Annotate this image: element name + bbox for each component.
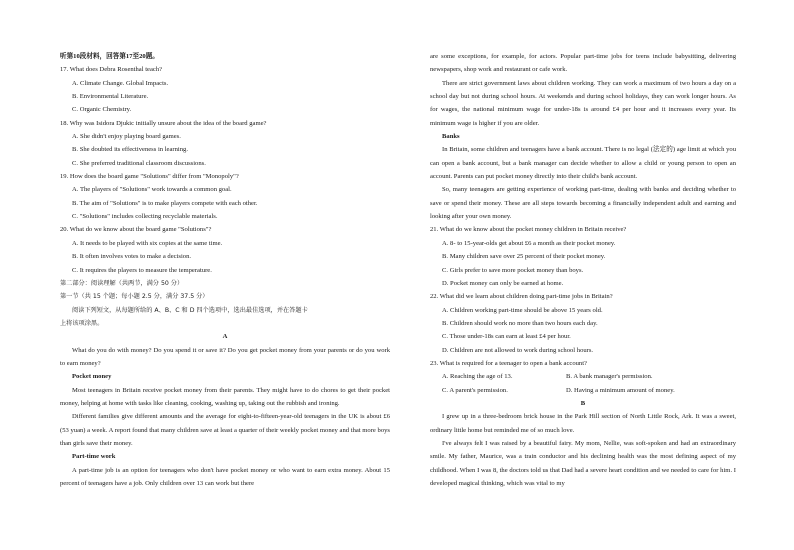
passage-a-label: A: [222, 333, 228, 341]
banks-para-1: In Britain, some children and teenagers have a bank account. There is no legal (法定的) age limit at which you can open a bank account, but a bank manager can decide whether to allow a child or young person to open an account. Parents can put pocket money directly into their child's bank account.: [430, 146, 736, 181]
q18-option-a: A. She didn't enjoy playing board games.: [72, 133, 181, 141]
question-21: 21. What do we know about the pocket money children in Britain receive?: [430, 226, 627, 234]
q21-option-a: A. 8- to 15-year-olds get about £6 a month as their pocket money.: [442, 239, 616, 247]
instructions-line-1: 阅读下列短文，从每题所给的 A、B、C 和 D 四个选项中，选出最佳选项，并在答题卡: [72, 306, 308, 314]
right-column: [430, 50, 736, 490]
question-17: 17. What does Debra Rosenthal teach?: [60, 66, 163, 74]
instructions-line-2: 上将该项涂黑。: [60, 319, 104, 327]
q20-option-a: A. It needs to be played with six copies at the same time.: [72, 239, 223, 247]
q23-options-row-2: [430, 384, 736, 397]
q23-option-c: C. A parent's permission.: [442, 386, 508, 394]
q21-option-d: D. Pocket money can only be earned at home.: [442, 279, 564, 287]
laws-paragraph: There are strict government laws about children working. They can work a maximum of two hours a day on a school day but not during school hours. At weekends and during school holidays, they can work longer hours. As for wages, the national minimum wage for under-18s is around £4 per hour and it increases every year. Its minimum wage is higher if you are older.: [430, 79, 736, 127]
pocket-money-para-2: Different families give different amounts and the average for eight-to-fifteen-year-old teenagers in the UK is about £6 (53 yuan) a week. A report found that many children save at least a quarter of their weekly pocket money and that more boys than girls save their money.: [60, 413, 390, 447]
q23-options-row-1: [430, 370, 736, 383]
pocket-money-heading: Pocket money: [72, 373, 112, 381]
passage-b-para-1: I grew up in a three-bedroom brick house in the Park Hill section of North Little Rock, Ark. It was a sweet, ordinary little home but reminded me of so much love.: [430, 413, 736, 434]
part-time-work-heading: Part-time work: [72, 453, 116, 461]
q17-option-b: B. Environmental Literature.: [72, 93, 149, 101]
banks-para-2: So, many teenagers are getting experience of working part-time, dealing with banks and deciding whether to save or spend their money. These are all steps towards becoming a financially independent adult and earning and looking after your own money.: [430, 186, 736, 221]
q22-option-a: A. Children working part-time should be above 15 years old.: [442, 306, 603, 314]
question-20: 20. What do we know about the board game "Solutions"?: [60, 226, 212, 234]
q22-option-c: C. Those under-18s can earn at least £4 per hour.: [442, 333, 571, 341]
q19-option-b: B. The aim of "Solutions" is to make players compete with each other.: [72, 199, 258, 207]
q21-option-b: B. Many children save over 25 percent of their pocket money.: [442, 253, 606, 261]
passage-a-intro: What do you do with money? Do you spend it or save it? Do you get pocket money from your parents or do you work to earn money?: [60, 346, 390, 367]
q18-option-b: B. She doubted its effectiveness in learning.: [72, 146, 188, 154]
q20-option-b: B. It often involves votes to make a decision.: [72, 253, 192, 261]
banks-heading: Banks: [442, 133, 460, 141]
part-two-heading: 第二部分：阅读理解（共两节，满分 50 分）: [60, 279, 184, 287]
q22-option-d: D. Children are not allowed to work during school hours.: [442, 346, 594, 354]
q19-option-a: A. The players of "Solutions" work towards a common goal.: [72, 186, 232, 194]
q23-option-b: B. A bank manager's permission.: [566, 373, 653, 381]
q20-option-c: C. It requires the players to measure the temperature.: [72, 266, 212, 274]
part-time-continuation: are some exceptions, for example, for actors. Popular part-time jobs for teens include babysitting, delivering newspapers, shop work and restaurant or cafe work.: [430, 53, 736, 74]
q18-option-c: C. She preferred traditional classroom discussions.: [72, 159, 206, 167]
left-column: [60, 50, 390, 490]
q22-option-b: B. Children should work no more than two hours each day.: [442, 319, 598, 327]
q17-option-a: A. Climate Change. Global Impacts.: [72, 79, 169, 87]
passage-b-label: B: [580, 399, 586, 407]
q23-option-d: D. Having a minimum amount of money.: [566, 386, 675, 394]
question-19: 19. How does the board game "Solutions" differ from "Monopoly"?: [60, 173, 239, 181]
q17-option-c: C. Organic Chemistry.: [72, 106, 132, 114]
question-23: 23. What is required for a teenager to open a bank account?: [430, 359, 587, 367]
q23-option-a: A. Reaching the age of 13.: [442, 373, 513, 381]
section-one-heading: 第一节（共 15 个题；每小题 2.5 分，满分 37.5 分）: [60, 293, 209, 301]
q19-option-c: C. "Solutions" includes collecting recyclable materials.: [72, 213, 218, 221]
part-time-work-para: A part-time job is an option for teenagers who don't have pocket money or who want to earn extra money. About 15 percent of teenagers have a job. Only children over 13 can work but there: [60, 466, 390, 487]
q21-option-c: C. Girls prefer to save more pocket money than boys.: [442, 266, 584, 274]
passage-b-para-2: I've always felt I was raised by a beautiful fairy. My mom, Nellie, was soft-spoken and had an extraordinary smile. My father, Maurice, was a train conductor and his declining health was the most defining aspect of my childhood. When I was 8, the doctors told us that Dad had a severe heart condition and we needed to care for him. I developed magical thinking, which was vital to my: [430, 439, 736, 487]
listening-header: 听第10段材料，回答第17至20题。: [60, 53, 159, 60]
question-22: 22. What did we learn about children doing part-time jobs in Britain?: [430, 293, 613, 301]
question-18: 18. Why was Isidora Djukic initially unsure about the idea of the board game?: [60, 119, 267, 127]
pocket-money-para-1: Most teenagers in Britain receive pocket money from their parents. They might have to do chores to get their pocket money, helping at home with tasks like cleaning, cooking, washing up, taking out the rubbish and ironing.: [60, 386, 390, 407]
